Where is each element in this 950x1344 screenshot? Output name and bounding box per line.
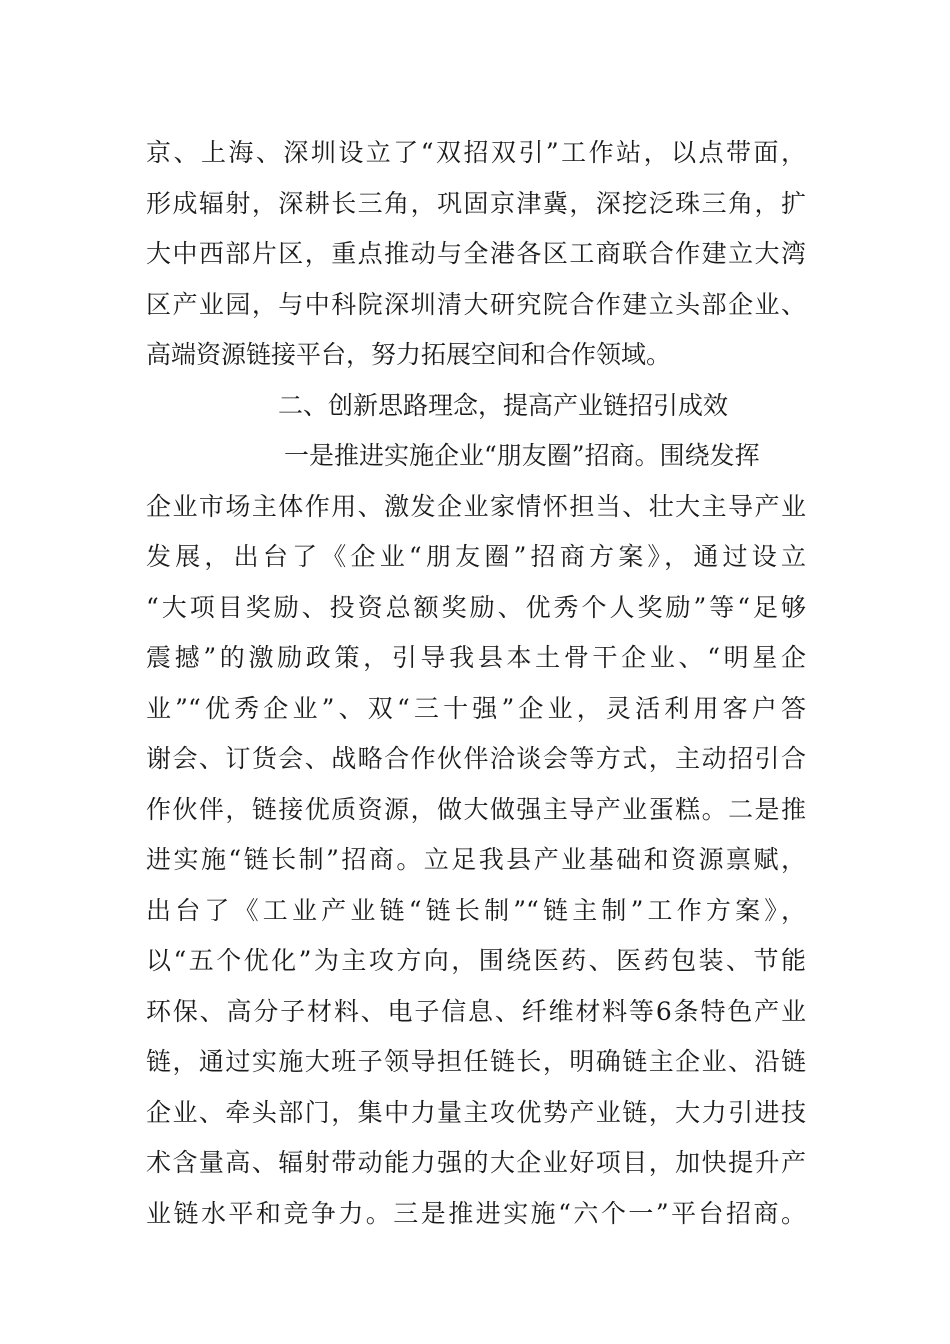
paragraph-line: 企业、牵头部门，集中力量主攻优势产业链，大力引进技 [146, 1097, 806, 1127]
paragraph-line: 环保、高分子材料、电子信息、纤维材料等6条特色产业 [146, 996, 806, 1026]
paragraph-line: 区产业园，与中科院深圳清大研究院合作建立头部企业、 [146, 289, 806, 319]
paragraph-line: 出台了《工业产业链“链长制”“链主制”工作方案》， [146, 895, 806, 925]
paragraph-line: 业”“优秀企业”、双“三十强”企业，灵活利用客户答 [146, 693, 806, 723]
paragraph-line: 作伙伴，链接优质资源，做大做强主导产业蛋糕。二是推 [146, 794, 806, 824]
paragraph-line: 大中西部片区，重点推动与全港各区工商联合作建立大湾 [146, 239, 806, 268]
paragraph-line: 企业市场主体作用、激发企业家情怀担当、壮大主导产业 [146, 491, 806, 521]
paragraph-line: 术含量高、辐射带动能力强的大企业好项目，加快提升产 [146, 1148, 806, 1177]
paragraph-line: 以“五个优化”为主攻方向，围绕医药、医药包装、节能 [146, 946, 806, 975]
paragraph-line: 业链水平和竞争力。三是推进实施“六个一”平台招商。 [146, 1198, 806, 1228]
paragraph-line: 京、上海、深圳设立了“双招双引”工作站，以点带面， [146, 138, 806, 167]
body-text [146, 128, 806, 1239]
paragraph-line: 链，通过实施大班子领导担任链长，明确链主企业、沿链 [146, 1047, 806, 1076]
paragraph-line: “大项目奖励、投资总额奖励、优秀个人奖励”等“足够 [146, 592, 806, 622]
paragraph-line: 一是推进实施企业“朋友圈”招商。围绕发挥 [284, 441, 760, 470]
paragraph-line: 震撼”的激励政策，引导我县本土骨干企业、“明星企 [146, 643, 806, 672]
section-heading: 二、创新思路理念，提高产业链招引成效 [278, 390, 729, 420]
paragraph-line: 高端资源链接平台，努力拓展空间和合作领域。 [146, 340, 672, 369]
paragraph-line: 谢会、订货会、战略合作伙伴洽谈会等方式，主动招引合 [146, 744, 806, 773]
paragraph-line: 发展，出台了《企业“朋友圈”招商方案》，通过设立 [146, 542, 806, 571]
paragraph-line: 形成辐射，深耕长三角，巩固京津冀，深挖泛珠三角，扩 [146, 188, 806, 218]
paragraph-line: 进实施“链长制”招商。立足我县产业基础和资源禀赋， [146, 845, 806, 874]
